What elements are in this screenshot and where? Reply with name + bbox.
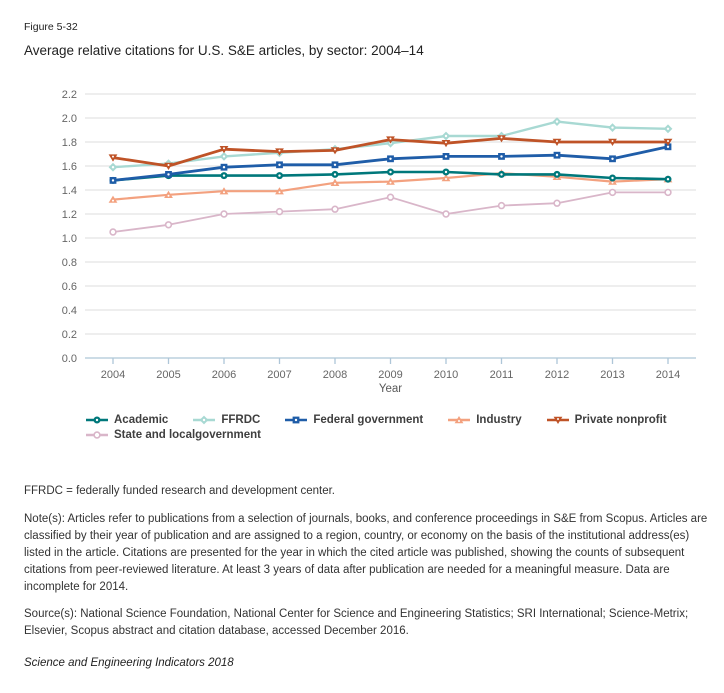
chart-legend xyxy=(85,414,710,441)
y-tick-label: 0.2 xyxy=(61,328,77,341)
publication-footer: Science and Engineering Indicators 2018 xyxy=(24,657,234,669)
legend-label: FFRDC xyxy=(221,414,261,426)
x-tick-label: 2014 xyxy=(655,369,681,381)
y-tick-label: 1.2 xyxy=(61,208,77,221)
y-tick-label: 0.6 xyxy=(61,280,77,293)
x-tick-label: 2005 xyxy=(156,369,181,381)
y-tick-labels xyxy=(62,89,77,365)
gridlines xyxy=(85,94,696,334)
private-nonprofit-legend-marker-icon xyxy=(546,414,570,426)
y-tick-label: 2.2 xyxy=(61,88,77,101)
y-tick-label: 2.0 xyxy=(61,112,77,125)
legend-label: Federal government xyxy=(313,414,424,426)
series-state-and-localgovernment xyxy=(110,190,671,235)
abbreviation-note: FFRDC = federally funded research and development center. xyxy=(24,485,335,497)
legend-item-state-and-localgovernment xyxy=(85,429,261,441)
academic-legend-marker-icon xyxy=(85,414,109,426)
series-state-and-localgovernment-markers xyxy=(110,190,671,235)
y-tick-label: 1.0 xyxy=(61,232,77,245)
y-tick-label: 1.6 xyxy=(61,160,77,173)
ffrdc-legend-marker-icon xyxy=(192,414,216,426)
y-tick-label: 0.0 xyxy=(61,352,77,365)
chart-title: Average relative citations for U.S. S&E articles, by sector: 2004–14 xyxy=(24,43,424,58)
notes-paragraph: Note(s): Articles refer to publications from a selection of journals, books, and conference proceedings in S&E from Scopus. Articles are classified by their year of publication and are assigned to a region, country, or economy on the basis of the institutional address(es) listed in the article. Citations are presented for the year in which the cited article was published, showing the counts of subsequent citations from peer-reviewed literature. At least 3 years of data after publication are needed for a meaningful measure. Data are incomplete for 2014. xyxy=(24,513,708,593)
state-and-localgovernment-legend-marker-icon xyxy=(85,429,109,441)
x-tick-label: 2004 xyxy=(100,369,126,381)
y-tick-label: 1.4 xyxy=(61,184,77,197)
figure-label: Figure 5-32 xyxy=(24,21,78,33)
legend-item-federal-government xyxy=(284,414,423,426)
x-tick-label: 2008 xyxy=(322,369,348,381)
legend-item-ffrdc xyxy=(192,414,260,426)
series-private-nonprofit xyxy=(109,135,673,170)
x-axis xyxy=(85,358,696,381)
x-tick-label: 2006 xyxy=(211,369,237,381)
y-tick-label: 1.8 xyxy=(61,136,77,149)
legend-label: State and localgovernment xyxy=(114,429,261,441)
x-tick-label: 2012 xyxy=(544,369,570,381)
legend-item-academic xyxy=(85,414,168,426)
x-tick-label: 2013 xyxy=(600,369,625,381)
x-tick-label: 2010 xyxy=(433,369,459,381)
legend-item-private-nonprofit xyxy=(546,414,667,426)
source-paragraph: Source(s): National Science Foundation, National Center for Science and Engineering Statistics; SRI International; Science-Metrix; Elsevier, Scopus abstract and citation database, accessed December 2016. xyxy=(24,608,689,637)
legend-label: Private nonprofit xyxy=(574,414,667,426)
industry-legend-marker-icon xyxy=(447,414,471,426)
y-tick-label: 0.8 xyxy=(61,256,77,269)
series-private-nonprofit-markers xyxy=(109,135,673,170)
series-ffrdc xyxy=(109,117,673,171)
legend-label: Industry xyxy=(476,414,522,426)
legend-label: Academic xyxy=(114,414,169,426)
x-axis-title: Year xyxy=(378,383,403,395)
x-tick-label: 2009 xyxy=(378,369,403,381)
legend-item-industry xyxy=(447,414,521,426)
y-tick-label: 0.4 xyxy=(61,304,77,317)
x-tick-label: 2007 xyxy=(267,369,292,381)
x-tick-label: 2011 xyxy=(489,369,514,381)
federal-government-legend-marker-icon xyxy=(284,414,308,426)
